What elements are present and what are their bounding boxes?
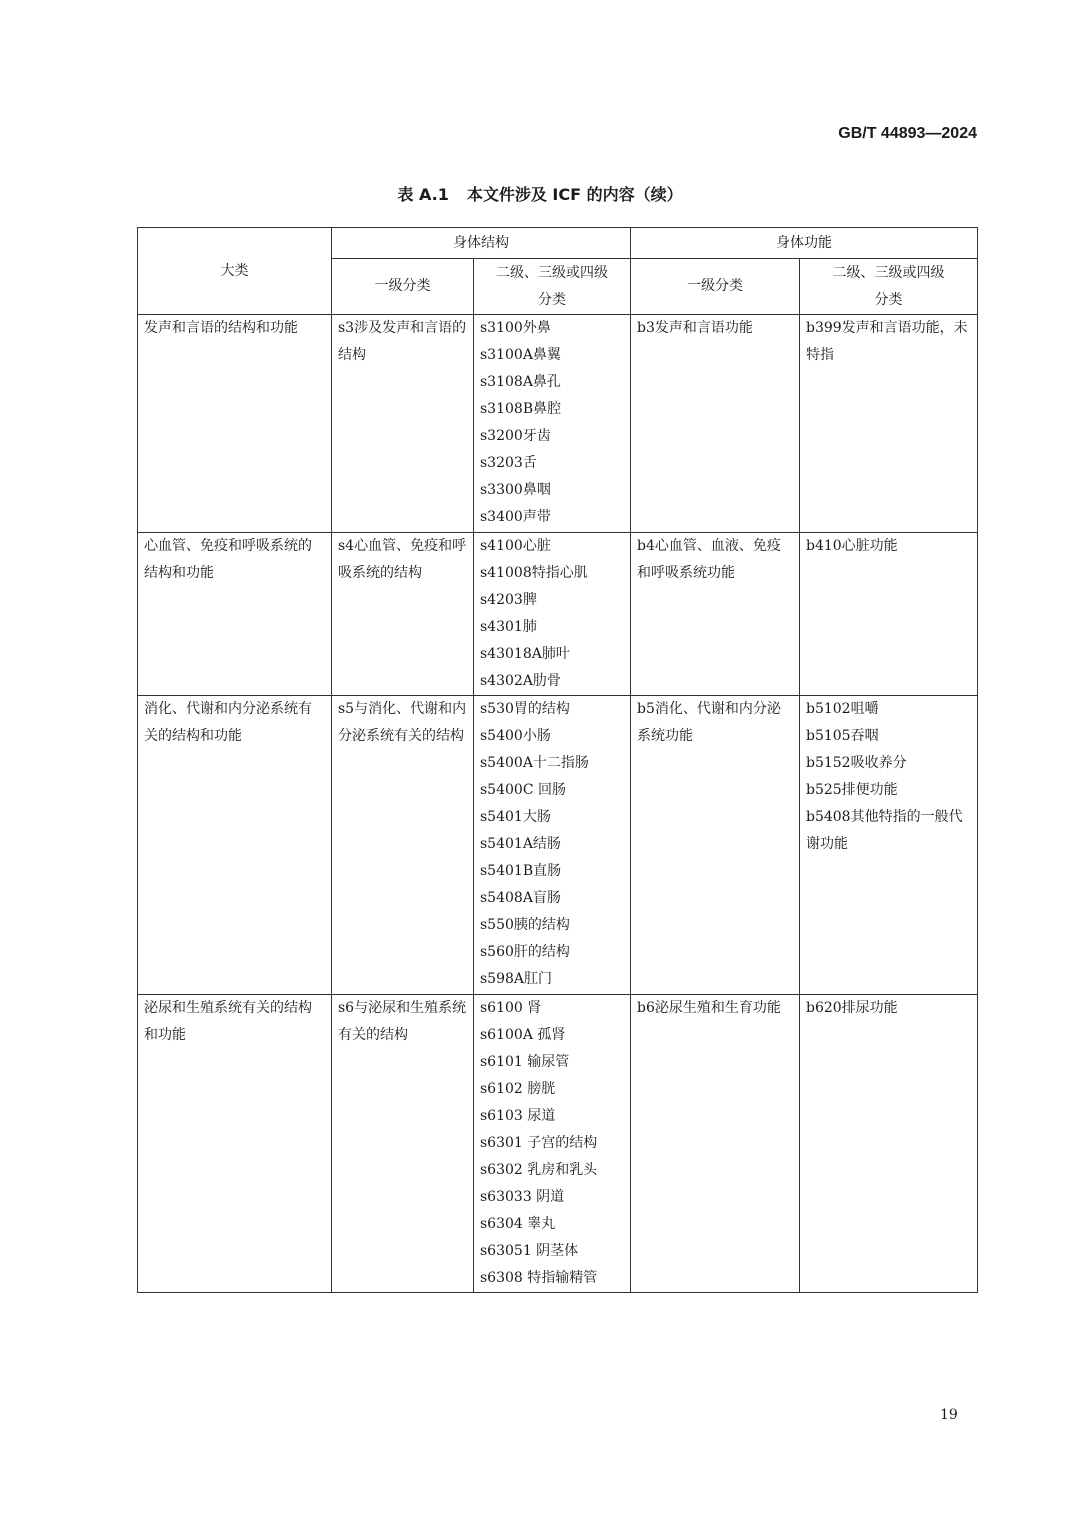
header-line: 二级、三级或四级 — [496, 264, 608, 281]
structure-code: s4301肺 — [480, 619, 537, 635]
structure-code: s5400C 回肠 — [480, 782, 566, 798]
category-cell — [138, 995, 332, 1293]
function-code: b5105吞咽 — [806, 728, 879, 744]
structure-code: s3108B鼻腔 — [480, 401, 562, 417]
structure-l1-text: s6与泌尿和生殖系统有关的结构 — [338, 1000, 467, 1043]
structure-sub-cell — [474, 533, 631, 696]
structure-code: s41008特指心肌 — [480, 565, 588, 581]
function-code: b5102咀嚼 — [806, 701, 879, 717]
structure-code: s6101 输尿管 — [480, 1054, 570, 1070]
structure-code: s3100外鼻 — [480, 320, 551, 336]
header-body-function: 身体功能 — [631, 228, 978, 259]
header-line: 分类 — [538, 291, 566, 308]
header-category: 大类 — [138, 228, 332, 315]
category-text: 发声和言语的结构和功能 — [144, 320, 298, 336]
function-sub-cell — [800, 315, 978, 533]
category-text: 泌尿和生殖系统有关的结构和功能 — [144, 1000, 312, 1043]
function-code: b620排尿功能 — [806, 1000, 898, 1016]
structure-code: s530胃的结构 — [480, 701, 570, 717]
function-l1-text: b5消化、代谢和内分泌系统功能 — [637, 701, 781, 744]
structure-code: s3108A鼻孔 — [480, 374, 561, 390]
structure-code: s4100心脏 — [480, 538, 551, 554]
structure-code: s5400A十二指肠 — [480, 755, 589, 771]
table-row — [138, 315, 978, 533]
function-l1-cell — [631, 315, 800, 533]
structure-code: s5401B直肠 — [480, 863, 562, 879]
structure-sub-cell — [474, 315, 631, 533]
structure-code: s5401大肠 — [480, 809, 551, 825]
category-text: 心血管、免疫和呼吸系统的结构和功能 — [144, 538, 312, 581]
table-caption: 本文件涉及 ICF 的内容（续） — [466, 185, 683, 204]
function-code: b410心脏功能 — [806, 538, 898, 554]
function-l1-cell — [631, 995, 800, 1293]
structure-code: s598A肛门 — [480, 971, 553, 987]
header-structure-level1: 一级分类 — [332, 259, 474, 315]
page-number: 19 — [940, 1407, 958, 1423]
header-function-level234 — [800, 259, 978, 315]
function-code: b525排便功能 — [806, 782, 898, 798]
structure-code: s3400声带 — [480, 509, 551, 525]
structure-code: s63033 阴道 — [480, 1189, 565, 1205]
standard-code: GB/T 44893—2024 — [838, 125, 977, 142]
structure-code: s560肝的结构 — [480, 944, 570, 960]
table-row — [138, 696, 978, 995]
header-body-structure: 身体结构 — [332, 228, 631, 259]
table-title — [0, 182, 1080, 205]
function-sub-cell — [800, 995, 978, 1293]
structure-l1-cell — [332, 696, 474, 995]
structure-code: s6302 乳房和乳头 — [480, 1162, 598, 1178]
function-l1-text: b3发声和言语功能 — [637, 320, 753, 336]
header-function-level1: 一级分类 — [631, 259, 800, 315]
structure-code: s3300鼻咽 — [480, 482, 551, 498]
structure-l1-cell — [332, 315, 474, 533]
structure-code: s5400小肠 — [480, 728, 551, 744]
structure-code: s4203脾 — [480, 592, 537, 608]
category-text: 消化、代谢和内分泌系统有关的结构和功能 — [144, 701, 312, 744]
structure-code: s6103 尿道 — [480, 1108, 556, 1124]
structure-code: s5401A结肠 — [480, 836, 561, 852]
structure-sub-cell — [474, 696, 631, 995]
structure-code: s550胰的结构 — [480, 917, 570, 933]
structure-l1-cell — [332, 533, 474, 696]
structure-l1-text: s4心血管、免疫和呼吸系统的结构 — [338, 538, 467, 581]
category-cell — [138, 533, 332, 696]
structure-l1-cell — [332, 995, 474, 1293]
structure-l1-text: s3涉及发声和言语的结构 — [338, 320, 467, 363]
category-cell — [138, 315, 332, 533]
structure-code: s6301 子宫的结构 — [480, 1135, 598, 1151]
function-code: b5408其他特指的一般代谢功能 — [806, 809, 963, 852]
table-row — [138, 533, 978, 696]
function-code: b5152吸收养分 — [806, 755, 907, 771]
structure-code: s3100A鼻翼 — [480, 347, 561, 363]
table-number: 表 A.1 — [397, 185, 449, 204]
structure-l1-text: s5与消化、代谢和内分泌系统有关的结构 — [338, 701, 467, 744]
structure-code: s6308 特指输精管 — [480, 1270, 598, 1286]
function-l1-cell — [631, 533, 800, 696]
structure-code: s43018A肺叶 — [480, 646, 570, 662]
function-sub-cell — [800, 696, 978, 995]
function-l1-text: b4心血管、血液、免疫和呼吸系统功能 — [637, 538, 781, 581]
header-structure-level234 — [474, 259, 631, 315]
category-cell — [138, 696, 332, 995]
function-code: b399发声和言语功能，未特指 — [806, 320, 968, 363]
structure-code: s3200牙齿 — [480, 428, 551, 444]
structure-code: s63051 阴茎体 — [480, 1243, 579, 1259]
structure-code: s6102 膀胱 — [480, 1081, 556, 1097]
structure-code: s5408A盲肠 — [480, 890, 561, 906]
function-l1-text: b6泌尿生殖和生育功能 — [637, 1000, 781, 1016]
structure-code: s6304 睾丸 — [480, 1216, 556, 1232]
structure-sub-cell — [474, 995, 631, 1293]
table-row — [138, 995, 978, 1293]
structure-code: s6100 肾 — [480, 1000, 542, 1016]
function-sub-cell — [800, 533, 978, 696]
structure-code: s4302A肋骨 — [480, 673, 561, 689]
structure-code: s3203舌 — [480, 455, 537, 471]
header-line: 分类 — [874, 291, 903, 308]
header-line: 二级、三级或四级 — [832, 264, 945, 281]
icf-table — [137, 227, 978, 1293]
structure-code: s6100A 孤肾 — [480, 1027, 566, 1043]
function-l1-cell — [631, 696, 800, 995]
